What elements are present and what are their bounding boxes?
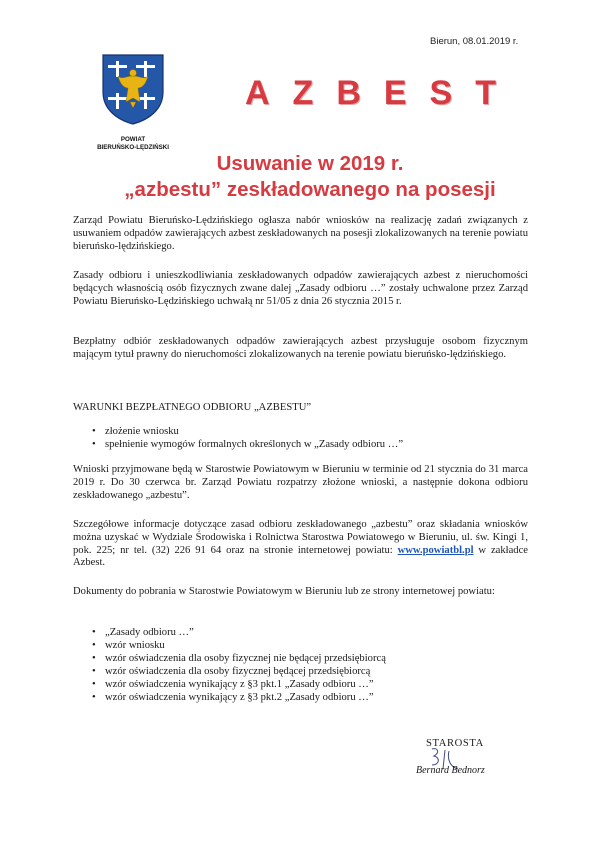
- date-line: Bierun, 08.01.2019 r.: [430, 36, 519, 47]
- contact-text-end: w zakładce Azbest.: [73, 544, 528, 569]
- eligibility-paragraph: Bezpłatny odbiór zeskładowanych odpadów zawierających azbest przysługuje osobom fizycznym mającym tytuł prawny do nieruchomości zlokalizowanych na terenie powiatu bieruńsko-lędzińskiego.: [73, 336, 528, 360]
- signature-title: STAROSTA: [426, 738, 484, 749]
- website-link[interactable]: www.powiatbl.pl: [397, 544, 474, 556]
- list-item: • wzór oświadczenia wynikający z §3 pkt.2 „Zasady odbioru …”: [92, 691, 386, 704]
- deadline-paragraph: Wnioski przyjmowane będą w Starostwie Powiatowym w Bieruniu w terminie od 21 stycznia do 31 marca 2019 r. Do 30 czerwca br. Zarząd Powiatu rozpatrzy złożone wnioski, a następnie dokona odbioru zeskładowanego „azbestu”.: [73, 464, 528, 501]
- intro-paragraph: Zarząd Powiatu Bieruńsko-Lędzińskiego ogłasza nabór wniosków na realizację zadań związanych z usuwaniem odpadów zawierających azbest zeskładowanych na posesji zlokalizowanych na terenie powiatu bieruńsko-lędzińskiego.: [73, 215, 528, 252]
- rules-paragraph: Zasady odbioru i unieszkodliwiania zeskładowanych odpadów zawierających azbest z nieruchomości będących własnością osób fizycznych zwane dalej „Zasady odbioru …” zostały uchwalone przez Zarząd Powiatu Bieruńsko-Lędzińskiego uchwałą nr 51/05 z dnia 26 stycznia 2015 r.: [73, 270, 528, 307]
- logo-caption-powiat: POWIAT: [120, 136, 146, 143]
- list-item: • złożenie wniosku: [92, 425, 403, 438]
- list-item: • wzór oświadczenia wynikający z §3 pkt.1 „Zasady odbioru …”: [92, 678, 386, 691]
- list-item: • spełnienie wymogów formalnych określonych w „Zasady odbioru …”: [92, 438, 403, 451]
- logo-caption: [82, 136, 184, 153]
- contact-text: Szczegółowe informacje dotyczące zasad odbioru zeskładowanego „azbestu” oraz składania wniosków można uzyskać w Wydziale Środowiska i Rolnictwa Starostwa Powiatowego w Bieruniu, ul. św. Kingi 1, pok. 225; nr tel. (32) 226 91 64 oraz na stronie internetowej powiatu:: [73, 519, 528, 556]
- page-title-line1: Usuwanie w 2019 r.: [216, 152, 404, 175]
- list-item: • wzór oświadczenia dla osoby fizycznej będącej przedsiębiorcą: [92, 665, 386, 678]
- documents-intro: Dokumenty do pobrania w Starostwie Powiatowym w Bieruniu lub ze strony internetowej powiatu:: [73, 586, 495, 597]
- logo-caption-name: BIERUŃSKO-LĘDZIŃSKI: [97, 144, 169, 152]
- documents-list: [92, 626, 386, 704]
- conditions-list: [92, 425, 403, 451]
- conditions-heading: WARUNKI BEZPŁATNEGO ODBIORU „AZBESTU”: [73, 402, 312, 413]
- list-item: • wzór oświadczenia dla osoby fizycznej nie będącej przedsiębiorcą: [92, 652, 386, 665]
- azbest-banner: AZBEST: [245, 74, 519, 112]
- contact-paragraph: [73, 519, 528, 570]
- list-item: • wzór wniosku: [92, 639, 386, 652]
- county-crest-icon: [100, 52, 166, 126]
- list-item: • „Zasady odbioru …”: [92, 626, 386, 639]
- signature-name: Bernard Bednorz: [416, 765, 485, 776]
- page-title-line2: „azbestu” zeskładowanego na posesji: [124, 178, 496, 201]
